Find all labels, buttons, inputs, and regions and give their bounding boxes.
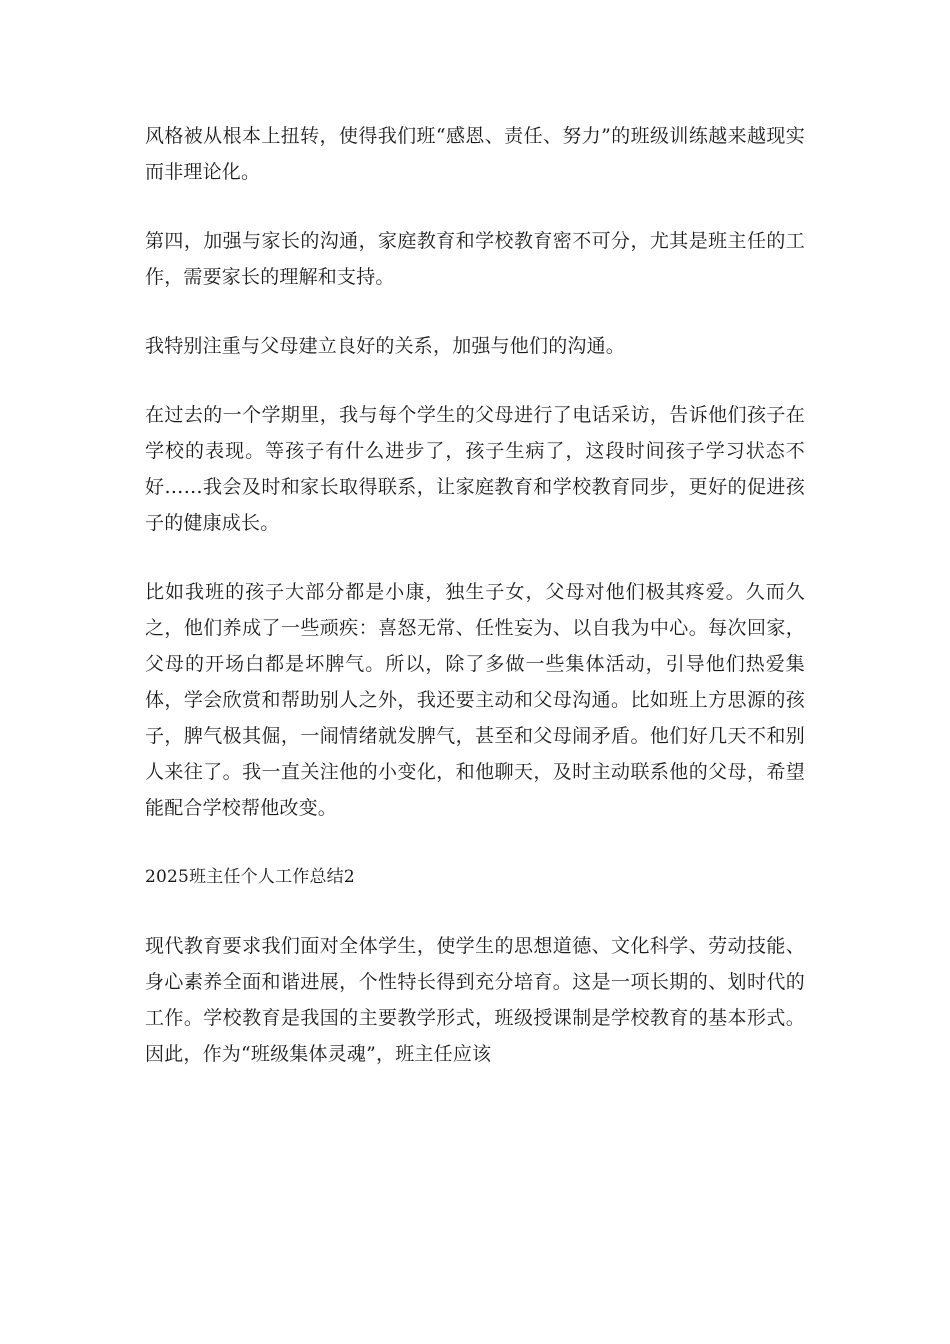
paragraph-example-students: 比如我班的孩子大部分都是小康，独生子女，父母对他们极其疼爱。久而久之，他们养成了一些顽疾：喜怒无常、任性妄为、以自我为中心。每次回家，父母的开场白都是坏脾气。所以，除了多做一些集体活动，引导他们热爱集体，学会欣赏和帮助别人之外，我还要主动和父母沟通。比如班上方思源的孩子，脾气极其倔，一闹情绪就发脾气，甚至和父母闹矛盾。他们好几天不和别人来往了。我一直关注他的小变化，和他聊天，及时主动联系他的父母，希望能配合学校帮他改变。: [145, 581, 805, 819]
paragraph-gratitude-responsibility: 风格被从根本上扭转，使得我们班“感恩、责任、努力”的班级训练越来越现实而非理论化。: [145, 125, 805, 183]
paragraph-relationship-with-parents: 我特别注重与父母建立良好的关系，加强与他们的沟通。: [145, 335, 626, 357]
document-page: [145, 118, 805, 1105]
paragraph-parent-communication: 第四，加强与家长的沟通，家庭教育和学校教育密不可分，尤其是班主任的工作，需要家长的理解和支持。: [145, 230, 805, 288]
paragraph-phone-interviews: 在过去的一个学期里，我与每个学生的父母进行了电话采访，告诉他们孩子在学校的表现。等孩子有什么进步了，孩子生病了，这段时间孩子学习状态不好……我会及时和家长取得联系，让家庭教育和学校教育同步，更好的促进孩子的健康成长。: [145, 404, 805, 534]
section-title: 2025班主任个人工作总结2: [145, 867, 355, 887]
paragraph-modern-education: 现代教育要求我们面对全体学生，使学生的思想道德、文化科学、劳动技能、身心素养全面和谐进展，个性特长得到充分培育。这是一项长期的、划时代的工作。学校教育是我国的主要教学形式，班级授课制是学校教育的基本形式。因此，作为“班级集体灵魂”，班主任应该: [145, 935, 805, 1065]
